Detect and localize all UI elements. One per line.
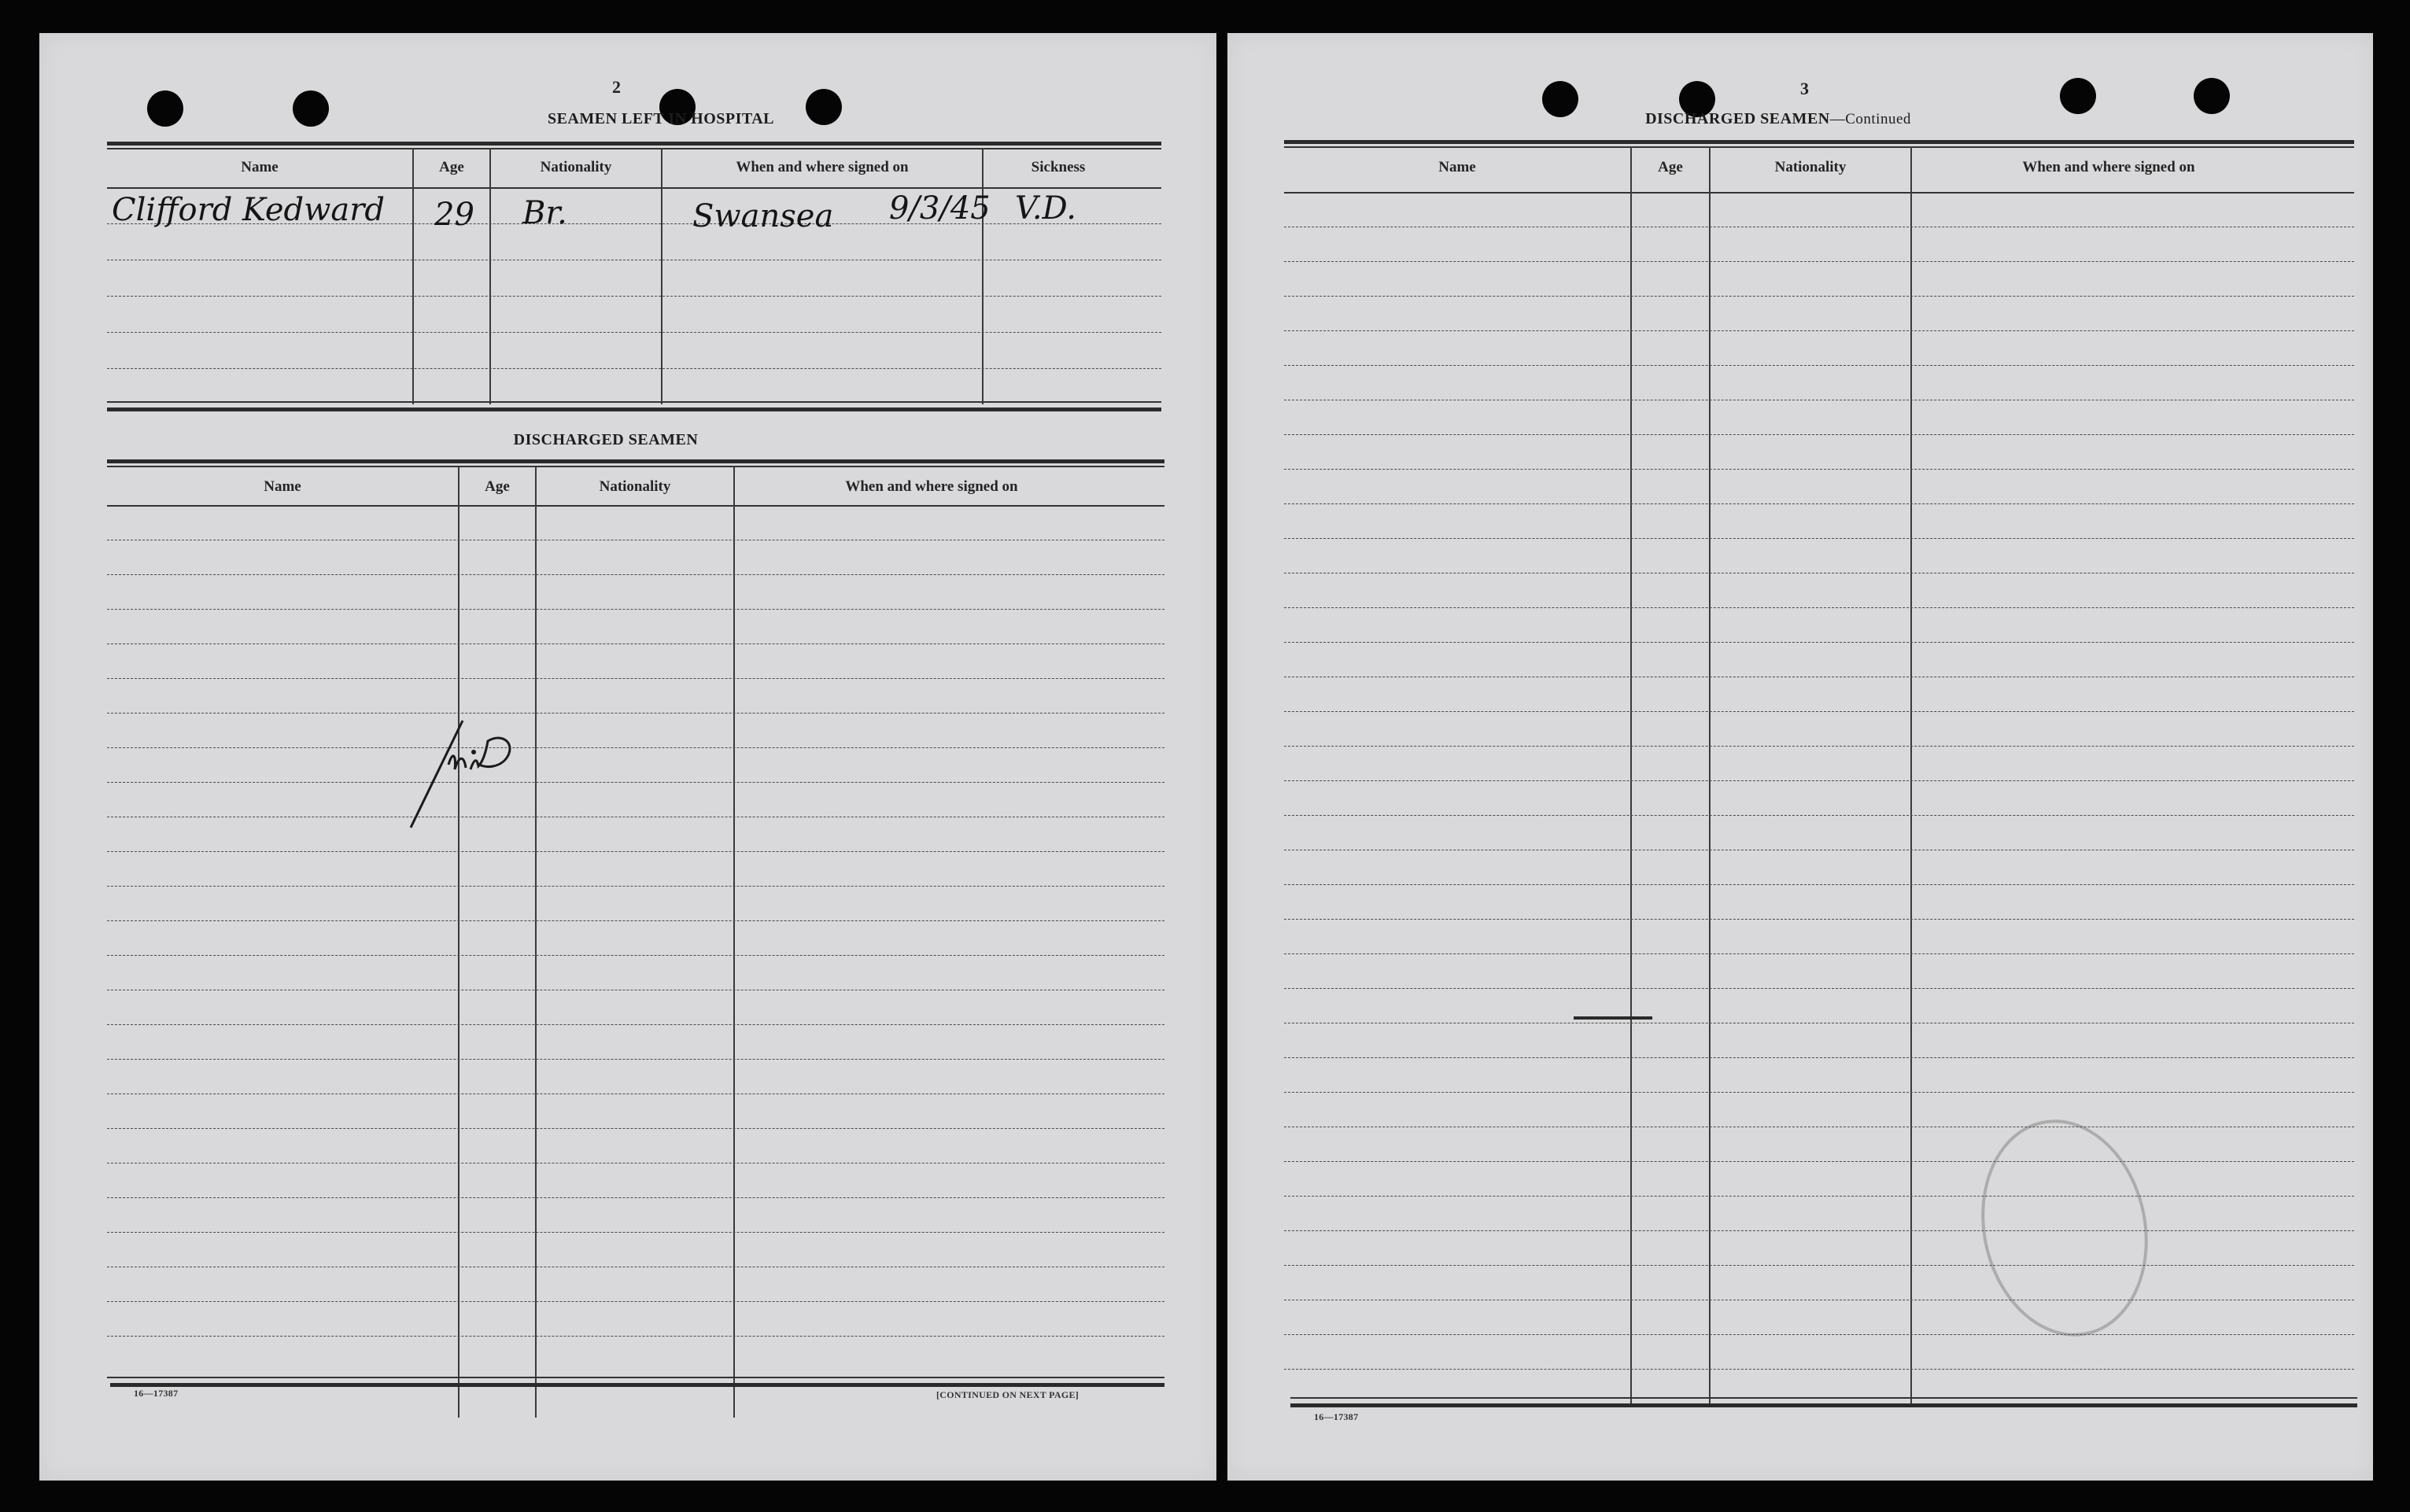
table-row xyxy=(1284,884,2354,885)
left-page xyxy=(39,33,1216,1481)
handwritten-initials xyxy=(409,694,519,835)
column-divider xyxy=(1709,146,1711,1405)
section-title-suffix: —Continued xyxy=(1829,111,1911,127)
entry-nationality: Br. xyxy=(522,195,567,231)
rule xyxy=(1290,1403,2357,1407)
table-row xyxy=(107,1197,1164,1198)
table-row xyxy=(1284,988,2354,989)
rule xyxy=(107,466,1164,467)
table-row xyxy=(107,1128,1164,1129)
table-row xyxy=(1284,1230,2354,1231)
table-row xyxy=(107,851,1164,852)
table-row xyxy=(1284,953,2354,954)
table-row xyxy=(1284,1057,2354,1058)
table-row xyxy=(107,955,1164,956)
entry-signed-on-date: 9/3/45 xyxy=(889,190,991,227)
column-header-age: Age xyxy=(1658,159,1683,175)
table-row xyxy=(107,713,1164,714)
table-row xyxy=(107,1301,1164,1302)
rule xyxy=(1284,140,2354,144)
table-row xyxy=(107,747,1164,748)
table-row xyxy=(1284,1161,2354,1162)
table-row xyxy=(107,1163,1164,1164)
column-header-signed-on: When and where signed on xyxy=(736,159,909,175)
column-divider xyxy=(661,148,662,404)
section-title-text: DISCHARGED SEAMEN xyxy=(1645,110,1830,127)
right-page xyxy=(1227,33,2373,1481)
rule xyxy=(107,187,1161,189)
rule xyxy=(107,459,1164,463)
table-row xyxy=(1284,469,2354,470)
column-header-signed-on: When and where signed on xyxy=(845,478,1018,495)
column-header-nationality: Nationality xyxy=(1774,159,1847,175)
section-title-hospital: SEAMEN LEFT IN HOSPITAL xyxy=(547,110,775,127)
table-row xyxy=(1284,330,2354,331)
table-row xyxy=(1284,642,2354,643)
rule xyxy=(1290,1397,2357,1399)
ink-mark xyxy=(1574,1016,1652,1020)
rule xyxy=(107,401,1161,403)
table-row xyxy=(1284,746,2354,747)
rule xyxy=(107,408,1161,411)
table-row xyxy=(1284,434,2354,435)
column-header-sickness: Sickness xyxy=(1031,159,1086,175)
entry-signed-on-place: Swansea xyxy=(692,198,834,234)
table-row xyxy=(1284,1092,2354,1093)
table-row xyxy=(107,332,1161,333)
column-header-name: Name xyxy=(1438,159,1476,175)
rule xyxy=(1284,146,2354,148)
column-header-name: Name xyxy=(241,159,279,175)
table-row xyxy=(1284,1196,2354,1197)
punch-hole xyxy=(293,90,329,127)
table-row xyxy=(107,782,1164,783)
rule xyxy=(107,1377,1164,1378)
column-header-signed-on: When and where signed on xyxy=(2022,159,2195,175)
table-row xyxy=(107,678,1164,679)
table-row xyxy=(1284,919,2354,920)
rule xyxy=(110,1383,1164,1387)
table-row xyxy=(107,368,1161,369)
column-divider xyxy=(982,148,984,404)
table-row xyxy=(1284,1334,2354,1335)
column-divider xyxy=(1630,146,1632,1405)
table-row xyxy=(1284,607,2354,608)
table-row xyxy=(107,1336,1164,1337)
table-row xyxy=(1284,261,2354,262)
entry-sickness: V.D. xyxy=(1015,190,1076,227)
table-row xyxy=(107,1232,1164,1233)
rule xyxy=(107,142,1161,146)
form-number: 16—17387 xyxy=(134,1388,179,1399)
rule xyxy=(107,505,1164,507)
entry-name: Clifford Kedward xyxy=(112,192,385,228)
table-row xyxy=(107,1024,1164,1025)
table-row xyxy=(107,920,1164,921)
column-header-nationality: Nationality xyxy=(540,159,612,175)
table-row xyxy=(1284,815,2354,816)
table-row xyxy=(107,574,1164,575)
table-row xyxy=(1284,1369,2354,1370)
faded-stamp xyxy=(1962,1104,2167,1352)
punch-hole xyxy=(2194,78,2230,114)
table-row xyxy=(1284,365,2354,366)
table-row xyxy=(107,1059,1164,1060)
table-row xyxy=(1284,711,2354,712)
column-divider xyxy=(489,148,491,404)
punch-hole xyxy=(147,90,183,127)
column-header-name: Name xyxy=(264,478,301,495)
table-row xyxy=(107,296,1161,297)
table-row xyxy=(107,609,1164,610)
continued-note: [CONTINUED ON NEXT PAGE] xyxy=(936,1389,1080,1400)
rule xyxy=(107,148,1161,149)
table-row xyxy=(1284,503,2354,504)
page-number: 3 xyxy=(1800,79,1809,98)
column-divider xyxy=(1910,146,1912,1405)
table-row xyxy=(1284,1265,2354,1266)
column-header-age: Age xyxy=(439,159,464,175)
punch-hole xyxy=(2060,78,2096,114)
table-row xyxy=(1284,296,2354,297)
form-number: 16—17387 xyxy=(1314,1411,1359,1422)
table-row xyxy=(107,886,1164,887)
table-row xyxy=(1284,538,2354,539)
page-number: 2 xyxy=(612,77,621,97)
column-header-age: Age xyxy=(485,478,510,495)
entry-age: 29 xyxy=(434,197,474,233)
column-divider xyxy=(412,148,414,404)
rule xyxy=(1284,192,2354,194)
table-row xyxy=(107,1093,1164,1094)
column-header-nationality: Nationality xyxy=(599,478,671,495)
table-row xyxy=(1284,780,2354,781)
section-title-discharged-continued xyxy=(1574,110,1983,128)
section-title-discharged: DISCHARGED SEAMEN xyxy=(513,431,699,448)
